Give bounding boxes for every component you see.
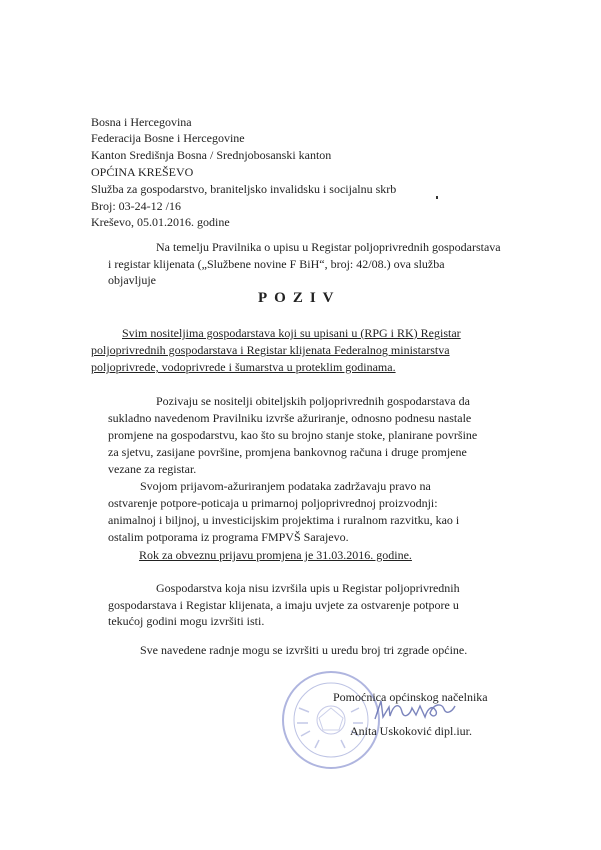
paragraph-line: promjene na gospodarstvu, kao što su brojno stanje stoke, planirane površine <box>108 428 478 442</box>
header-service: Služba za gospodarstvo, braniteljsko invalidsku i socijalnu skrb <box>91 182 397 196</box>
intro-line: i registar klijenata („Službene novine F BiH“, broj: 42/08.) ova služba <box>108 257 445 271</box>
paragraph-line: sukladno navedenom Pravilniku izvrše ažuriranje, odnosno podnesu nastale <box>108 411 472 425</box>
addressee-line: poljoprivrednih gospodarstava i Registar klijenata Federalnog ministarstva <box>91 343 450 357</box>
paragraph-line: Svojom prijavom-ažuriranjem podataka zadržavaju pravo na <box>140 479 431 493</box>
paragraph-line: gospodarstava i Registar klijenata, a imaju uvjete za ostvarenje potpore u <box>108 598 459 612</box>
header-federation: Federacija Bosne i Hercegovine <box>91 131 245 145</box>
header-canton: Kanton Središnja Bosna / Srednjobosanski kanton <box>91 148 332 162</box>
paragraph-line: ostalim potporama iz programa FMPVŠ Sarajevo. <box>108 530 349 544</box>
signatory-title: Pomoćnica općinskog načelnika <box>333 690 488 704</box>
paragraph-line: za sjetvu, zasijane površine, promjena bankovnog računa i druge promjene <box>108 445 467 459</box>
paragraph-line: tekućoj godini mogu izvršiti isti. <box>108 614 265 628</box>
paragraph-line: Pozivaju se nositelji obiteljskih poljoprivrednih gospodarstava da <box>156 394 470 408</box>
document-number: Broj: 03-24-12 /16 <box>91 199 181 213</box>
addressee-line: Svim nositeljima gospodarstava koji su upisani u (RPG i RK) Registar <box>122 326 461 340</box>
header-country: Bosna i Hercegovina <box>91 115 192 129</box>
paragraph-line: vezane za registar. <box>108 462 197 476</box>
document-title: POZIV <box>258 290 341 306</box>
paragraph-line: ostvarenje potpore-poticaja u primarnoj poljoprivrednoj proizvodnji: <box>108 496 438 510</box>
intro-line: Na temelju Pravilnika o upisu u Registar poljoprivrednih gospodarstava <box>156 240 501 254</box>
final-paragraph: Sve navedene radnje mogu se izvršiti u uredu broj tri zgrade općine. <box>140 643 468 657</box>
paragraph-line: animalnoj i biljnoj, u investicijskim projektima i ruralnom razvitku, kao i <box>108 513 460 527</box>
ink-dot <box>436 196 438 199</box>
addressee-line: poljoprivrede, vodoprivrede i šumarstva u proteklim godinama. <box>91 360 396 374</box>
signatory-name: Anita Uskoković dipl.iur. <box>350 724 472 738</box>
official-stamp-icon <box>279 668 383 772</box>
paragraph-line: Gospodarstva koja nisu izvršila upis u Registar poljoprivrednih <box>156 581 460 595</box>
document-date: Kreševo, 05.01.2016. godine <box>91 215 230 229</box>
header-municipality: OPĆINA KREŠEVO <box>91 165 194 179</box>
deadline-notice: Rok za obveznu prijavu promjena je 31.03.2016. godine. <box>139 548 412 562</box>
intro-line: objavljuje <box>108 273 156 287</box>
